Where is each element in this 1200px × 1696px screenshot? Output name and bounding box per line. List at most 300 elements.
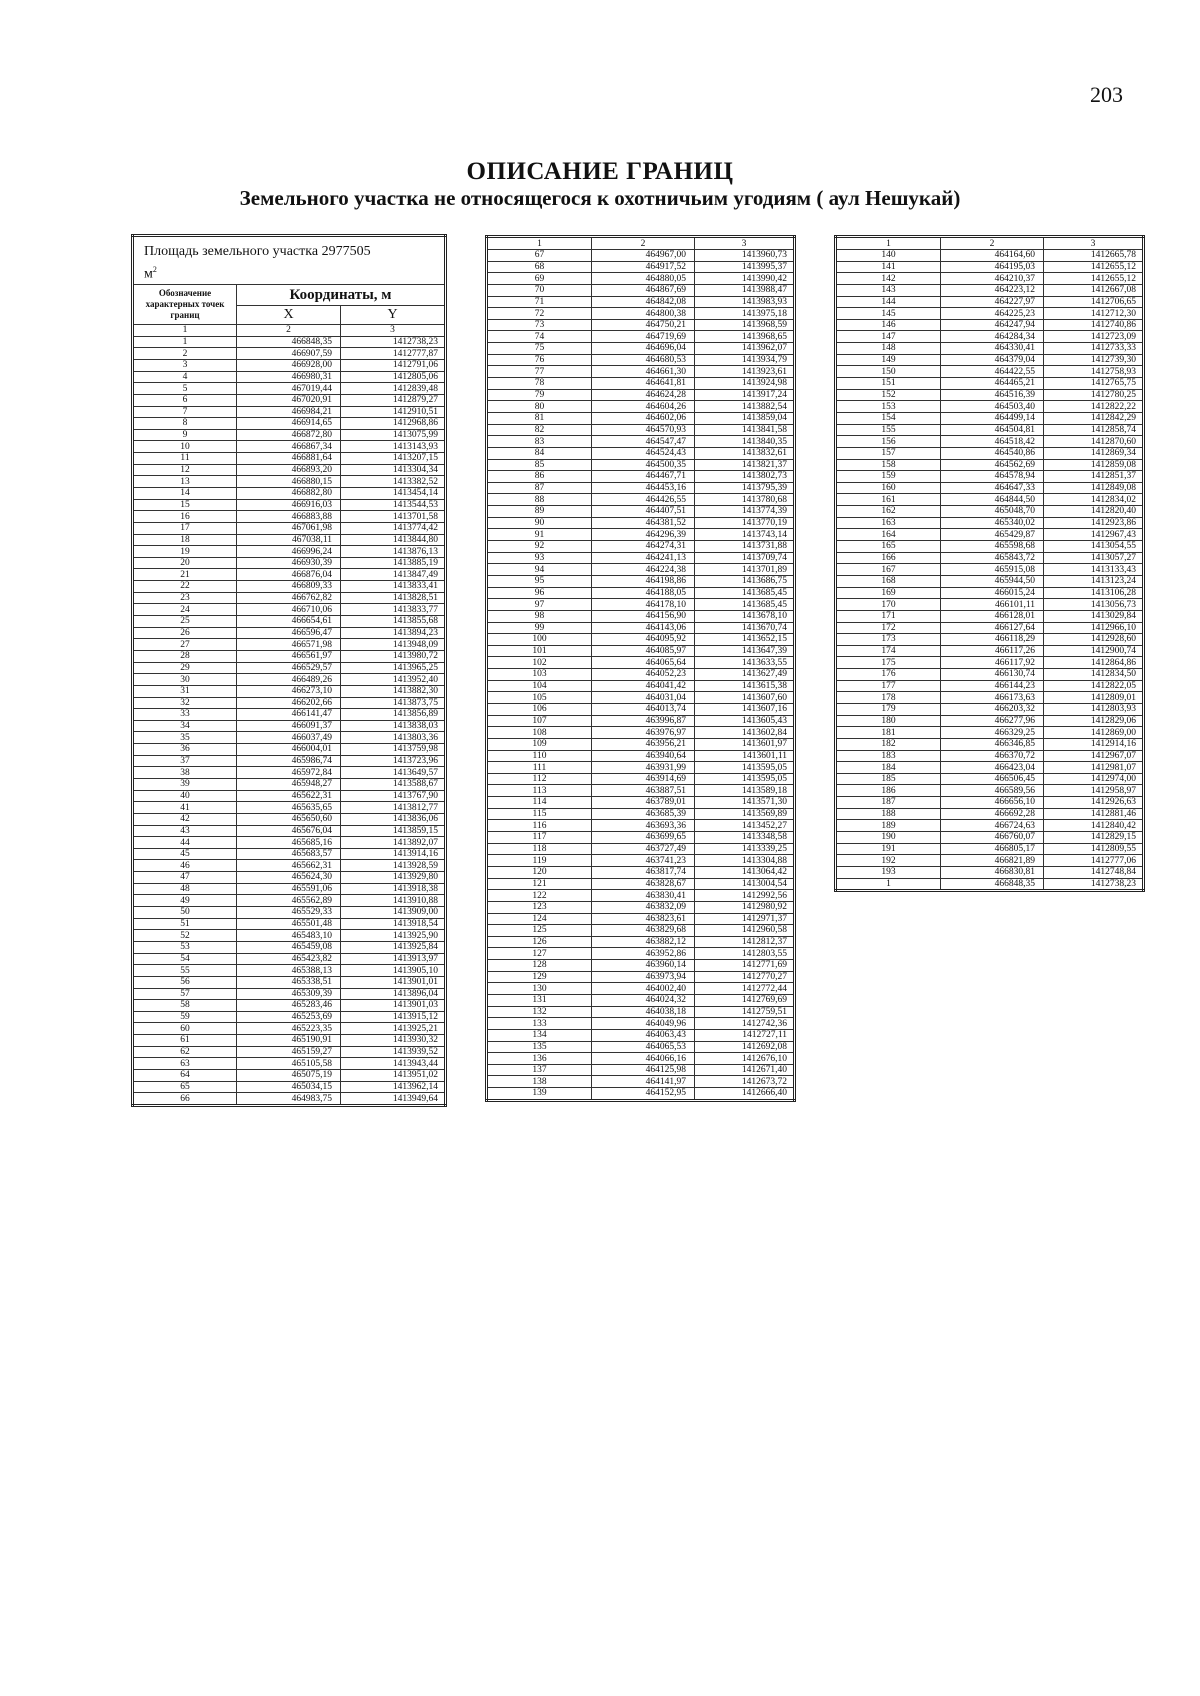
- point-number: 180: [836, 715, 941, 727]
- point-number: 45: [133, 848, 237, 860]
- x-coordinate: 466928,00: [237, 359, 341, 371]
- y-coordinate: 1412742,36: [695, 1018, 795, 1030]
- y-coordinate: 1413812,77: [341, 802, 446, 814]
- x-coordinate: 464164,60: [941, 250, 1044, 262]
- y-coordinate: 1413917,24: [695, 389, 795, 401]
- x-coordinate: 464241,13: [592, 552, 695, 564]
- point-number: 3: [133, 359, 237, 371]
- table-row: [836, 482, 1144, 494]
- table-row: [487, 564, 795, 576]
- point-number: 111: [487, 762, 592, 774]
- y-coordinate: 1413685,45: [695, 599, 795, 611]
- table-row: [133, 348, 446, 360]
- point-number: 71: [487, 296, 592, 308]
- point-number: 42: [133, 813, 237, 825]
- point-number: 64: [133, 1070, 237, 1082]
- y-coordinate: 1413701,58: [341, 511, 446, 523]
- y-coordinate: 1413980,72: [341, 650, 446, 662]
- x-coordinate: 465635,65: [237, 802, 341, 814]
- x-coordinate: 463940,64: [592, 750, 695, 762]
- point-number: 25: [133, 616, 237, 628]
- point-number: 97: [487, 599, 592, 611]
- point-number: 162: [836, 506, 941, 518]
- x-coordinate: 464024,32: [592, 995, 695, 1007]
- point-number: 63: [133, 1058, 237, 1070]
- table-row: [487, 308, 795, 320]
- area-unit-sup: 2: [152, 265, 157, 274]
- x-coordinate: 464125,98: [592, 1064, 695, 1076]
- table-row: [487, 506, 795, 518]
- x-coordinate: 466489,26: [237, 674, 341, 686]
- y-coordinate: 1412822,05: [1044, 680, 1144, 692]
- x-coordinate: 463699,65: [592, 832, 695, 844]
- point-number: 171: [836, 610, 941, 622]
- y-coordinate: 1412879,27: [341, 394, 446, 406]
- x-coordinate: 464504,81: [941, 424, 1044, 436]
- y-coordinate: 1413943,44: [341, 1058, 446, 1070]
- table-row: [836, 552, 1144, 564]
- point-number: 151: [836, 378, 941, 390]
- x-coordinate: 466127,64: [941, 622, 1044, 634]
- x-coordinate: 464195,03: [941, 261, 1044, 273]
- point-number: 193: [836, 866, 941, 878]
- y-coordinate: 1413892,07: [341, 837, 446, 849]
- point-number: 191: [836, 843, 941, 855]
- y-coordinate: 1413840,35: [695, 436, 795, 448]
- y-coordinate: 1412809,55: [1044, 843, 1144, 855]
- point-number: 101: [487, 645, 592, 657]
- y-coordinate: 1412770,27: [695, 971, 795, 983]
- point-number: 142: [836, 273, 941, 285]
- x-coordinate: 466561,97: [237, 650, 341, 662]
- point-number: 88: [487, 494, 592, 506]
- point-number: 55: [133, 965, 237, 977]
- x-coordinate: 463952,86: [592, 948, 695, 960]
- point-number: 164: [836, 529, 941, 541]
- y-coordinate: 1413929,80: [341, 872, 446, 884]
- point-number: 102: [487, 657, 592, 669]
- y-coordinate: 1413828,51: [341, 592, 446, 604]
- x-coordinate: 464052,23: [592, 669, 695, 681]
- table-row: [487, 529, 795, 541]
- x-coordinate: 464143,06: [592, 622, 695, 634]
- point-number: 125: [487, 925, 592, 937]
- y-coordinate: 1413647,39: [695, 645, 795, 657]
- table-row: [836, 564, 1144, 576]
- table-row: [133, 1023, 446, 1035]
- x-coordinate: 466872,80: [237, 429, 341, 441]
- table-row: [487, 482, 795, 494]
- y-coordinate: 1413925,84: [341, 941, 446, 953]
- y-coordinate: 1413905,10: [341, 965, 446, 977]
- y-coordinate: 1412772,44: [695, 983, 795, 995]
- y-coordinate: 1413723,96: [341, 755, 446, 767]
- y-coordinate: 1412981,07: [1044, 762, 1144, 774]
- table-row: [133, 627, 446, 639]
- table-row: [836, 506, 1144, 518]
- x-coordinate: 464210,37: [941, 273, 1044, 285]
- y-coordinate: 1413913,97: [341, 953, 446, 965]
- x-coordinate: 466037,49: [237, 732, 341, 744]
- table-row: [487, 913, 795, 925]
- y-coordinate: 1413962,07: [695, 343, 795, 355]
- table-row: [836, 319, 1144, 331]
- x-coordinate: 465429,87: [941, 529, 1044, 541]
- y-coordinate: 1413029,84: [1044, 610, 1144, 622]
- y-coordinate: 1413838,03: [341, 720, 446, 732]
- table-row: [836, 622, 1144, 634]
- y-coordinate: 1413123,24: [1044, 575, 1144, 587]
- table-row: [836, 378, 1144, 390]
- x-coordinate: 466830,81: [941, 866, 1044, 878]
- point-number: 80: [487, 401, 592, 413]
- table-row: [487, 610, 795, 622]
- point-number: 116: [487, 820, 592, 832]
- table-row: [487, 575, 795, 587]
- point-number: 35: [133, 732, 237, 744]
- x-coordinate: 463832,09: [592, 901, 695, 913]
- point-number: 76: [487, 354, 592, 366]
- x-coordinate: 466101,11: [941, 599, 1044, 611]
- point-number: 160: [836, 482, 941, 494]
- x-coordinate: 466882,80: [237, 487, 341, 499]
- y-coordinate: 1412859,08: [1044, 459, 1144, 471]
- point-number: 49: [133, 895, 237, 907]
- point-number: 86: [487, 471, 592, 483]
- y-coordinate: 1412771,69: [695, 960, 795, 972]
- table-row: [487, 738, 795, 750]
- table-row: [133, 953, 446, 965]
- x-coordinate: 464641,81: [592, 378, 695, 390]
- table-row: [487, 634, 795, 646]
- table-row: [133, 697, 446, 709]
- table-row: [836, 354, 1144, 366]
- y-coordinate: 1412666,40: [695, 1088, 795, 1101]
- x-coordinate: 465598,68: [941, 541, 1044, 553]
- table-row: [487, 273, 795, 285]
- point-number: 173: [836, 634, 941, 646]
- point-number: 14: [133, 487, 237, 499]
- point-number: 94: [487, 564, 592, 576]
- table-row: [133, 779, 446, 791]
- y-coordinate: 1412809,01: [1044, 692, 1144, 704]
- point-number: 165: [836, 541, 941, 553]
- x-coordinate: 464063,43: [592, 1029, 695, 1041]
- table-row: [836, 587, 1144, 599]
- y-coordinate: 1413802,73: [695, 471, 795, 483]
- table-row: [133, 685, 446, 697]
- y-coordinate: 1412673,72: [695, 1076, 795, 1088]
- x-coordinate: 466805,17: [941, 843, 1044, 855]
- x-coordinate: 466277,96: [941, 715, 1044, 727]
- x-coordinate: 465948,27: [237, 779, 341, 791]
- table-row: [133, 639, 446, 651]
- designation-header: Обозначение характерных точек границ: [133, 284, 237, 324]
- y-coordinate: 1413057,27: [1044, 552, 1144, 564]
- point-number: 51: [133, 918, 237, 930]
- x-coordinate: 464049,96: [592, 1018, 695, 1030]
- table-row: [133, 1081, 446, 1093]
- y-coordinate: 1412738,23: [1044, 878, 1144, 891]
- x-coordinate: 466893,20: [237, 464, 341, 476]
- y-coordinate: 1412914,16: [1044, 738, 1144, 750]
- x-coordinate: 464624,28: [592, 389, 695, 401]
- x-coordinate: 467061,98: [237, 522, 341, 534]
- table-row: [487, 855, 795, 867]
- table-row: [836, 308, 1144, 320]
- x-coordinate: 464178,10: [592, 599, 695, 611]
- y-coordinate: 1413004,54: [695, 878, 795, 890]
- table-row: [133, 464, 446, 476]
- table-row: [133, 371, 446, 383]
- point-number: 48: [133, 883, 237, 895]
- y-coordinate: 1413627,49: [695, 669, 795, 681]
- y-coordinate: 1412777,06: [1044, 855, 1144, 867]
- y-coordinate: 1412822,22: [1044, 401, 1144, 413]
- table-row: [836, 366, 1144, 378]
- table-row: [133, 907, 446, 919]
- x-coordinate: 464379,04: [941, 354, 1044, 366]
- coordinates-header: Координаты, м: [237, 284, 446, 305]
- y-coordinate: 1412971,37: [695, 913, 795, 925]
- table-row: [836, 808, 1144, 820]
- table-row: [133, 336, 446, 348]
- point-number: 130: [487, 983, 592, 995]
- point-number: 12: [133, 464, 237, 476]
- x-coordinate: 466916,03: [237, 499, 341, 511]
- area-label: Площадь земельного участка 2977505: [144, 244, 371, 259]
- point-number: 186: [836, 785, 941, 797]
- x-coordinate: 466867,34: [237, 441, 341, 453]
- x-coordinate: 464503,40: [941, 401, 1044, 413]
- table-row: [836, 389, 1144, 401]
- y-coordinate: 1412803,55: [695, 948, 795, 960]
- x-coordinate: 465624,30: [237, 872, 341, 884]
- point-number: 113: [487, 785, 592, 797]
- point-number: 121: [487, 878, 592, 890]
- point-number: 2: [133, 348, 237, 360]
- table-row: [133, 918, 446, 930]
- x-coordinate: 466848,35: [941, 878, 1044, 891]
- point-number: 127: [487, 948, 592, 960]
- table-row: [133, 813, 446, 825]
- point-number: 78: [487, 378, 592, 390]
- point-number: 183: [836, 750, 941, 762]
- table-row: [487, 366, 795, 378]
- point-number: 96: [487, 587, 592, 599]
- point-number: 135: [487, 1041, 592, 1053]
- point-number: 123: [487, 901, 592, 913]
- x-coordinate: 464284,34: [941, 331, 1044, 343]
- y-coordinate: 1413588,67: [341, 779, 446, 791]
- y-coordinate: 1413454,14: [341, 487, 446, 499]
- x-coordinate: 465683,57: [237, 848, 341, 860]
- x-coordinate: 466117,92: [941, 657, 1044, 669]
- point-number: 100: [487, 634, 592, 646]
- table-row: [487, 1064, 795, 1076]
- y-coordinate: 1413685,45: [695, 587, 795, 599]
- x-coordinate: 466996,24: [237, 546, 341, 558]
- y-coordinate: 1413923,61: [695, 366, 795, 378]
- point-number: 146: [836, 319, 941, 331]
- y-coordinate: 1412777,87: [341, 348, 446, 360]
- page-number: 203: [1090, 82, 1123, 107]
- x-coordinate: 464426,55: [592, 494, 695, 506]
- table-row: [133, 557, 446, 569]
- y-coordinate: 1412748,84: [1044, 866, 1144, 878]
- x-coordinate: 464038,18: [592, 1006, 695, 1018]
- y-coordinate: 1413571,30: [695, 797, 795, 809]
- y-coordinate: 1412968,86: [341, 418, 446, 430]
- table-row: [487, 424, 795, 436]
- x-coordinate: 467038,11: [237, 534, 341, 546]
- point-number: 13: [133, 476, 237, 488]
- x-coordinate: 464031,04: [592, 692, 695, 704]
- y-coordinate: 1413064,42: [695, 866, 795, 878]
- point-number: 41: [133, 802, 237, 814]
- y-coordinate: 1413873,75: [341, 697, 446, 709]
- table-row: [487, 447, 795, 459]
- point-number: 132: [487, 1006, 592, 1018]
- table-row: [487, 1088, 795, 1101]
- point-number: 177: [836, 680, 941, 692]
- y-coordinate: 1412758,93: [1044, 366, 1144, 378]
- x-coordinate: 466128,01: [941, 610, 1044, 622]
- y-coordinate: 1412829,15: [1044, 832, 1144, 844]
- y-coordinate: 1413934,79: [695, 354, 795, 366]
- y-coordinate: 1413795,39: [695, 482, 795, 494]
- y-coordinate: 1412739,30: [1044, 354, 1144, 366]
- y-coordinate: 1413962,14: [341, 1081, 446, 1093]
- y-coordinate: 1413847,49: [341, 569, 446, 581]
- table-row: [487, 703, 795, 715]
- point-number: 167: [836, 564, 941, 576]
- y-coordinate: 1413939,52: [341, 1046, 446, 1058]
- table-row: [836, 261, 1144, 273]
- y-coordinate: 1413607,16: [695, 703, 795, 715]
- y-coordinate: 1413882,54: [695, 401, 795, 413]
- point-number: 70: [487, 284, 592, 296]
- table-row: [836, 471, 1144, 483]
- y-coordinate: 1412738,23: [341, 336, 446, 348]
- point-number: 57: [133, 988, 237, 1000]
- y-coordinate: 1413909,00: [341, 907, 446, 919]
- table-row: [487, 389, 795, 401]
- table-row: [836, 843, 1144, 855]
- y-coordinate: 1412676,10: [695, 1053, 795, 1065]
- y-coordinate: 1412870,60: [1044, 436, 1144, 448]
- x-coordinate: 466809,33: [237, 581, 341, 593]
- y-coordinate: 1413803,36: [341, 732, 446, 744]
- y-coordinate: 1412842,29: [1044, 412, 1144, 424]
- x-coordinate: 465048,70: [941, 506, 1044, 518]
- table-row: [133, 650, 446, 662]
- x-coordinate: 466529,57: [237, 662, 341, 674]
- table-row: [487, 1076, 795, 1088]
- point-number: 43: [133, 825, 237, 837]
- y-coordinate: 1412834,02: [1044, 494, 1144, 506]
- table-row: [133, 394, 446, 406]
- table-row: [836, 645, 1144, 657]
- y-coordinate: 1413833,41: [341, 581, 446, 593]
- table-row: [487, 471, 795, 483]
- x-coordinate: 463828,67: [592, 878, 695, 890]
- y-coordinate: 1413767,90: [341, 790, 446, 802]
- y-coordinate: 1412881,46: [1044, 808, 1144, 820]
- table-row: [487, 622, 795, 634]
- x-coordinate: 464562,69: [941, 459, 1044, 471]
- table-row: [487, 808, 795, 820]
- x-coordinate: 464842,08: [592, 296, 695, 308]
- table-row: [836, 331, 1144, 343]
- point-number: 137: [487, 1064, 592, 1076]
- point-number: 54: [133, 953, 237, 965]
- point-number: 47: [133, 872, 237, 884]
- y-coordinate: 1412655,12: [1044, 261, 1144, 273]
- y-coordinate: 1413595,05: [695, 762, 795, 774]
- x-coordinate: 465650,60: [237, 813, 341, 825]
- table-row: [487, 727, 795, 739]
- point-number: 84: [487, 447, 592, 459]
- x-coordinate: 464013,74: [592, 703, 695, 715]
- point-number: 34: [133, 720, 237, 732]
- table-row: [133, 976, 446, 988]
- x-coordinate: 463685,39: [592, 808, 695, 820]
- point-number: 156: [836, 436, 941, 448]
- y-coordinate: 1413915,12: [341, 1011, 446, 1023]
- point-number: 1: [133, 336, 237, 348]
- table-row: [133, 662, 446, 674]
- x-coordinate: 466118,29: [941, 634, 1044, 646]
- x-coordinate: 464570,93: [592, 424, 695, 436]
- point-number: 124: [487, 913, 592, 925]
- x-coordinate: 465529,33: [237, 907, 341, 919]
- x-coordinate: 463914,69: [592, 773, 695, 785]
- point-number: 159: [836, 471, 941, 483]
- point-number: 144: [836, 296, 941, 308]
- x-coordinate: 463693,36: [592, 820, 695, 832]
- table-row: [487, 250, 795, 262]
- table-row: [487, 378, 795, 390]
- point-number: 39: [133, 779, 237, 791]
- y-coordinate: 1413896,04: [341, 988, 446, 1000]
- table-row: [487, 319, 795, 331]
- y-coordinate: 1413855,68: [341, 616, 446, 628]
- table-row: [487, 797, 795, 809]
- point-number: 166: [836, 552, 941, 564]
- y-coordinate: 1413833,77: [341, 604, 446, 616]
- y-coordinate: 1413930,32: [341, 1035, 446, 1047]
- y-coordinate: 1413649,57: [341, 767, 446, 779]
- table-row: [487, 412, 795, 424]
- table-row: [133, 1046, 446, 1058]
- table-row: [487, 331, 795, 343]
- point-number: 168: [836, 575, 941, 587]
- x-coordinate: 464499,14: [941, 412, 1044, 424]
- boundary-table-3: [834, 235, 1145, 892]
- point-number: 108: [487, 727, 592, 739]
- y-coordinate: 1412960,58: [695, 925, 795, 937]
- point-number: 30: [133, 674, 237, 686]
- x-coordinate: 465622,31: [237, 790, 341, 802]
- y-coordinate: 1413882,30: [341, 685, 446, 697]
- point-number: 58: [133, 1000, 237, 1012]
- x-coordinate: 463996,87: [592, 715, 695, 727]
- point-number: 110: [487, 750, 592, 762]
- x-coordinate: 464516,39: [941, 389, 1044, 401]
- point-number: 8: [133, 418, 237, 430]
- table-row: [487, 925, 795, 937]
